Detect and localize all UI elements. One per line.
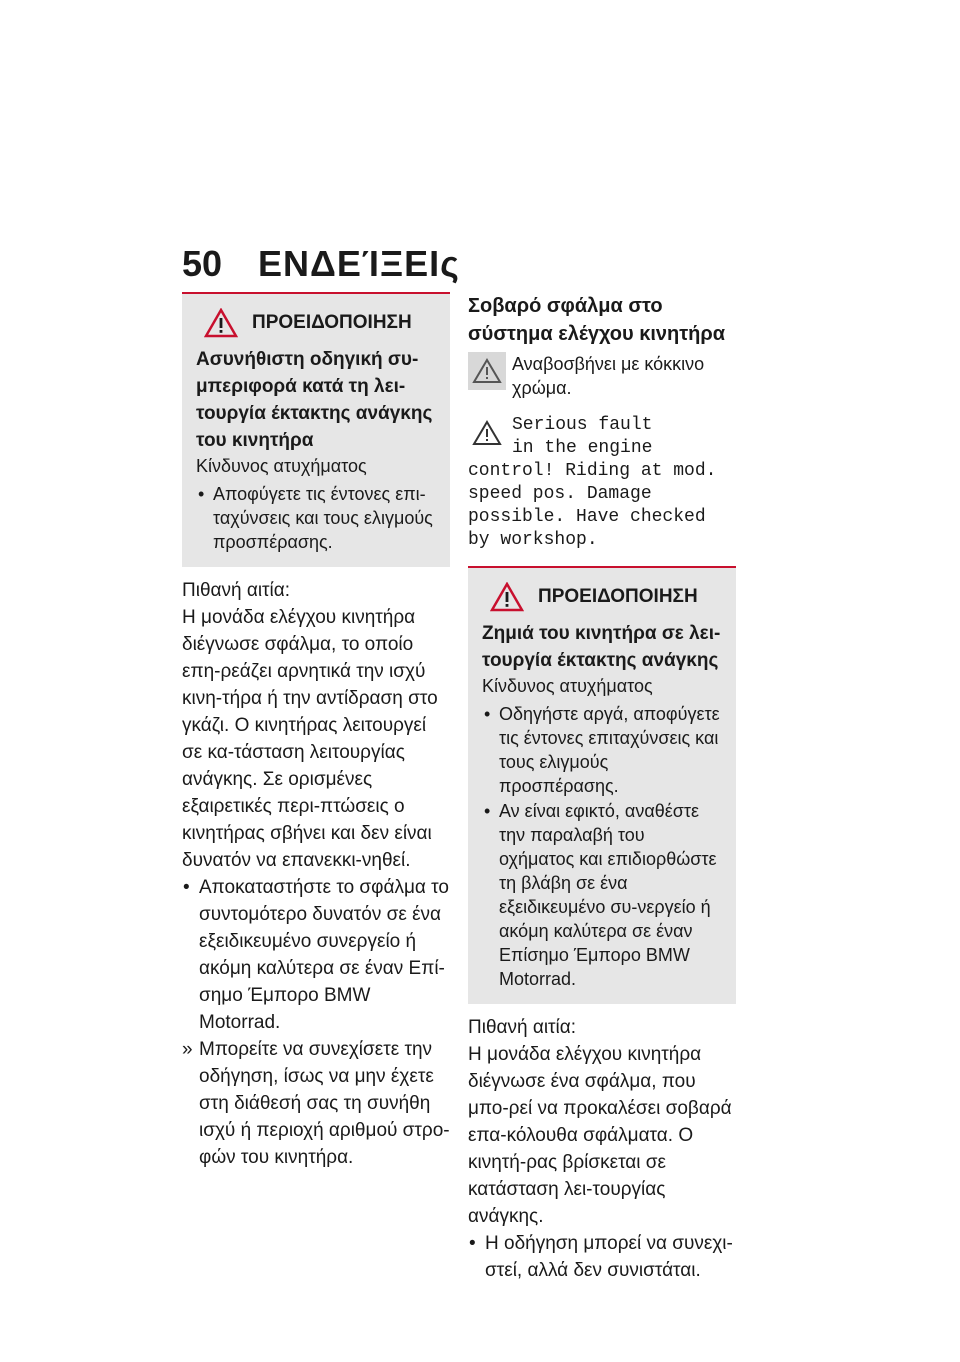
- section-title: ΕΝΔΕΊΞΕΙς: [258, 243, 460, 284]
- display-text-rest: control! Riding at mod. speed pos. Damage possible. Have checked by workshop.: [468, 461, 717, 550]
- right-column: [468, 292, 736, 1284]
- warning-triangle-icon: [204, 308, 238, 338]
- cause-paragraph: Η μονάδα ελέγχου κινητήρα διέγνωσε ένα σφάλμα, που μπο-ρεί να προκαλέσει σοβαρά επα-κόλουθα σφάλματα. Ο κινητή-ρας βρίσκεται σε κατάσταση λει-τουργίας ανάγκης.: [468, 1044, 732, 1227]
- warning-label: ΠΡΟΕΙΔΟΠΟΙΗΣΗ: [538, 586, 698, 607]
- warning-box: [468, 568, 736, 1004]
- warning-light-icon: [468, 352, 506, 390]
- result-item: » Μπορείτε να συνεχίσετε την οδήγηση, ίσως να μην έχετε στη διάθεσή σας τη συνήθη ισχύ ή περιοχή αριθμού στρο-φών του κινητήρα.: [182, 1036, 450, 1171]
- warning-subtitle: Κίνδυνος ατυχήματος: [482, 676, 653, 696]
- cause-paragraph: Η μονάδα ελέγχου κινητήρα διέγνωσε σφάλμα, το οποίο επη-ρεάζει αρνητικά την ισχύ κινη-τήρα ή την αντίδραση στο γκάζι. Ο κινητήρας λειτουργεί σε κα-τάσταση λειτουργίας ανάγκης. Σε ορισμένες εξαιρετικές περι-πτώσεις ο κινητήρας σβήνει και δεν είναι δυνατόν να επανεκκι-νηθεί.: [182, 607, 438, 871]
- warning-subtitle: Κίνδυνος ατυχήματος: [196, 456, 367, 476]
- display-text-line: Serious fault: [512, 415, 653, 435]
- warning-bullet: • Οδηγήστε αργά, αποφύγετε τις έντονες επιταχύνσεις και τους ελιγμούς προσπέρασης.: [482, 702, 722, 798]
- fault-heading: Σοβαρό σφάλμα στο σύστημα ελέγχου κινητήρα: [468, 295, 726, 345]
- warning-bullet: • Αν είναι εφικτό, αναθέστε την παραλαβή του οχήματος και επιδιορθώστε τη βλάβη σε ένα εξειδικευμένο συ-νεργείο ή ακόμη καλύτερα σε έναν Επίσημο Έμπορο BMW Motorrad.: [482, 799, 722, 991]
- cause-label: Πιθανή αιτία:: [182, 580, 291, 601]
- action-item: • Η οδήγηση μπορεί να συνεχι-στεί, αλλά δεν συνιστάται.: [468, 1230, 736, 1284]
- warning-triangle-icon: [490, 582, 524, 612]
- warning-title: Ασυνήθιστη οδηγική συ-μπεριφορά κατά τη λει-τουργία έκτακτης ανάγκης του κινητήρα: [196, 349, 433, 451]
- warning-bullet: • Αποφύγετε τις έντονες επι-ταχύνσεις και τους ελιγμούς προσπέρασης.: [196, 482, 436, 554]
- cause-label: Πιθανή αιτία:: [468, 1017, 577, 1038]
- left-column: [182, 292, 450, 1171]
- display-warning-icon: [468, 414, 506, 452]
- page-number: 50: [182, 243, 223, 284]
- indicator-text: Αναβοσβήνει με κόκκινο χρώμα.: [512, 354, 705, 398]
- action-item: • Αποκαταστήστε το σφάλμα το συντομότερο δυνατόν σε ένα εξειδικευμένο συνεργείο ή ακόμη καλύτερα σε έναν Επί-σημο Έμπορο BMW Motorrad.: [182, 874, 450, 1036]
- warning-box: [182, 292, 450, 567]
- warning-title: Ζημιά του κινητήρα σε λει-τουργία έκτακτης ανάγκης: [482, 623, 721, 671]
- display-text-line: in the engine: [512, 438, 653, 458]
- warning-label: ΠΡΟΕΙΔΟΠΟΙΗΣΗ: [252, 312, 412, 333]
